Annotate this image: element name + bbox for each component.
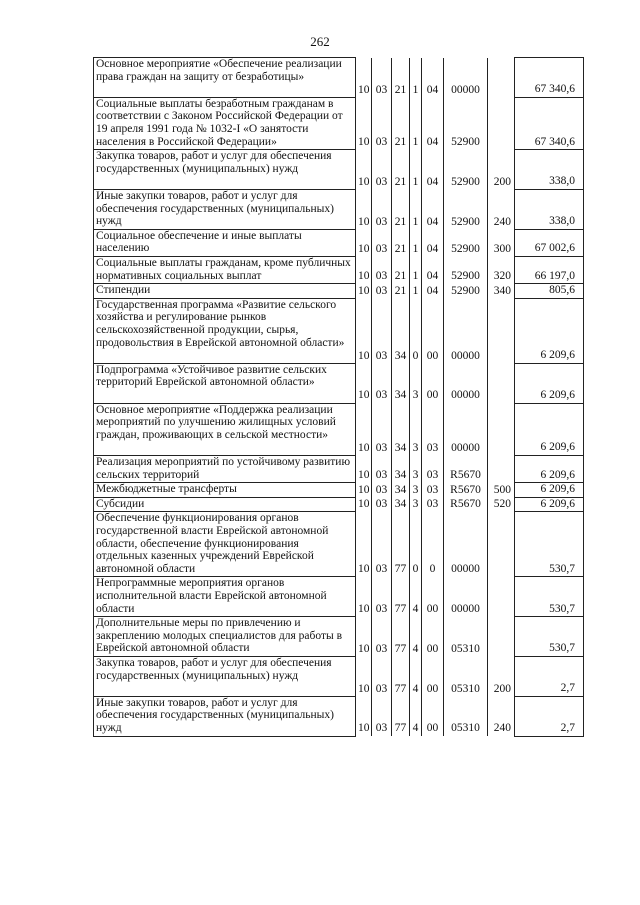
row-name: Основное мероприятие «Обеспечение реализации права граждан на защиту от безработицы» [94,58,356,98]
program-code: 21 [392,229,410,256]
row-name: Дополнительные меры по привлечению и закреплению молодых специалистов для работы в Еврейской автономной области [94,617,356,657]
amount-value: 67 002,6 [515,229,584,256]
row-name: Субсидии [94,497,356,512]
expense-type-code: 340 [488,284,515,299]
podrazdel-code: 03 [372,229,392,256]
expense-type-code: 300 [488,229,515,256]
row-name: Закупка товаров, работ и услуг для обеспечения государственных (муниципальных) нужд [94,150,356,190]
row-name: Государственная программа «Развитие сельского хозяйства и регулирование рынков сельскохозяйственной продукции, сырья, продовольствия в Еврейской автономной области» [94,298,356,363]
program-code: 77 [392,577,410,617]
razdel-code: 10 [356,512,372,577]
row-name: Подпрограмма «Устойчивое развитие сельских территорий Еврейской автономной области» [94,363,356,403]
razdel-code: 10 [356,298,372,363]
amount-value: 338,0 [515,150,584,190]
razdel-code: 10 [356,189,372,229]
direction-code: R5670 [444,483,488,498]
subprogram-code: 4 [410,696,422,736]
program-code: 21 [392,97,410,149]
subprogram-code: 0 [410,512,422,577]
table-row [94,617,584,657]
main-activity-code: 0 [422,512,444,577]
podrazdel-code: 03 [372,189,392,229]
podrazdel-code: 03 [372,284,392,299]
program-code: 34 [392,483,410,498]
row-name: Социальные выплаты гражданам, кроме публичных нормативных социальных выплат [94,256,356,283]
row-name: Социальное обеспечение и иные выплаты населению [94,229,356,256]
podrazdel-code: 03 [372,256,392,283]
table-row [94,298,584,363]
program-code: 21 [392,256,410,283]
amount-value: 2,7 [515,696,584,736]
razdel-code: 10 [356,497,372,512]
direction-code: 52900 [444,189,488,229]
subprogram-code: 1 [410,150,422,190]
expense-type-code [488,512,515,577]
subprogram-code: 3 [410,455,422,482]
table-row [94,403,584,455]
program-code: 21 [392,189,410,229]
row-name: Закупка товаров, работ и услуг для обеспечения государственных (муниципальных) нужд [94,656,356,696]
row-name: Основное мероприятие «Поддержка реализации мероприятий по улучшению жилищных условий граждан, проживающих в сельской местности» [94,403,356,455]
podrazdel-code: 03 [372,696,392,736]
program-code: 77 [392,512,410,577]
table-row [94,97,584,149]
expense-type-code [488,298,515,363]
main-activity-code: 04 [422,256,444,283]
podrazdel-code: 03 [372,58,392,98]
podrazdel-code: 03 [372,617,392,657]
direction-code: 00000 [444,58,488,98]
table-row [94,58,584,98]
amount-value: 6 209,6 [515,403,584,455]
program-code: 34 [392,403,410,455]
amount-value: 6 209,6 [515,363,584,403]
direction-code: 05310 [444,696,488,736]
razdel-code: 10 [356,58,372,98]
program-code: 77 [392,656,410,696]
podrazdel-code: 03 [372,455,392,482]
main-activity-code: 03 [422,483,444,498]
subprogram-code: 1 [410,97,422,149]
razdel-code: 10 [356,284,372,299]
program-code: 34 [392,363,410,403]
subprogram-code: 1 [410,256,422,283]
amount-value: 2,7 [515,656,584,696]
subprogram-code: 4 [410,577,422,617]
podrazdel-code: 03 [372,298,392,363]
subprogram-code: 1 [410,58,422,98]
direction-code: 00000 [444,403,488,455]
table-row [94,284,584,299]
program-code: 34 [392,455,410,482]
direction-code: 00000 [444,512,488,577]
expense-type-code [488,455,515,482]
expense-type-code [488,617,515,657]
direction-code: 52900 [444,150,488,190]
subprogram-code: 1 [410,189,422,229]
amount-value: 6 209,6 [515,298,584,363]
subprogram-code: 1 [410,284,422,299]
subprogram-code: 4 [410,656,422,696]
main-activity-code: 00 [422,696,444,736]
razdel-code: 10 [356,256,372,283]
amount-value: 530,7 [515,512,584,577]
podrazdel-code: 03 [372,577,392,617]
expense-type-code [488,58,515,98]
main-activity-code: 04 [422,150,444,190]
main-activity-code: 00 [422,363,444,403]
razdel-code: 10 [356,363,372,403]
table-row [94,363,584,403]
table-row [94,256,584,283]
podrazdel-code: 03 [372,656,392,696]
amount-value: 67 340,6 [515,97,584,149]
main-activity-code: 00 [422,617,444,657]
expense-type-code [488,97,515,149]
subprogram-code: 3 [410,403,422,455]
main-activity-code: 04 [422,284,444,299]
expense-type-code: 240 [488,189,515,229]
razdel-code: 10 [356,97,372,149]
amount-value: 530,7 [515,617,584,657]
direction-code: R5670 [444,497,488,512]
podrazdel-code: 03 [372,483,392,498]
direction-code: 00000 [444,363,488,403]
main-activity-code: 03 [422,403,444,455]
amount-value: 66 197,0 [515,256,584,283]
expense-type-code: 520 [488,497,515,512]
main-activity-code: 03 [422,497,444,512]
amount-value: 6 209,6 [515,483,584,498]
amount-value: 67 340,6 [515,58,584,98]
main-activity-code: 04 [422,58,444,98]
subprogram-code: 4 [410,617,422,657]
table-row [94,656,584,696]
subprogram-code: 3 [410,497,422,512]
table-row [94,189,584,229]
row-name: Непрограммные мероприятия органов исполнительной власти Еврейской автономной области [94,577,356,617]
row-name: Межбюджетные трансферты [94,483,356,498]
table-row [94,497,584,512]
direction-code: 05310 [444,617,488,657]
podrazdel-code: 03 [372,403,392,455]
table-row [94,455,584,482]
subprogram-code: 1 [410,229,422,256]
razdel-code: 10 [356,577,372,617]
razdel-code: 10 [356,150,372,190]
amount-value: 6 209,6 [515,455,584,482]
razdel-code: 10 [356,455,372,482]
expense-type-code: 200 [488,656,515,696]
expense-type-code: 240 [488,696,515,736]
razdel-code: 10 [356,696,372,736]
table-row [94,150,584,190]
podrazdel-code: 03 [372,512,392,577]
subprogram-code: 3 [410,483,422,498]
amount-value: 6 209,6 [515,497,584,512]
direction-code: R5670 [444,455,488,482]
main-activity-code: 00 [422,656,444,696]
direction-code: 52900 [444,256,488,283]
amount-value: 530,7 [515,577,584,617]
row-name: Реализация мероприятий по устойчивому развитию сельских территорий [94,455,356,482]
program-code: 34 [392,497,410,512]
expense-type-code [488,403,515,455]
amount-value: 805,6 [515,284,584,299]
direction-code: 00000 [444,577,488,617]
direction-code: 52900 [444,229,488,256]
main-activity-code: 03 [422,455,444,482]
razdel-code: 10 [356,617,372,657]
program-code: 77 [392,617,410,657]
subprogram-code: 3 [410,363,422,403]
main-activity-code: 04 [422,97,444,149]
expense-type-code: 200 [488,150,515,190]
direction-code: 52900 [444,97,488,149]
program-code: 21 [392,284,410,299]
podrazdel-code: 03 [372,363,392,403]
program-code: 21 [392,150,410,190]
subprogram-code: 0 [410,298,422,363]
main-activity-code: 00 [422,577,444,617]
row-name: Иные закупки товаров, работ и услуг для обеспечения государственных (муниципальных) нужд [94,696,356,736]
main-activity-code: 00 [422,298,444,363]
direction-code: 00000 [444,298,488,363]
table-row [94,512,584,577]
razdel-code: 10 [356,229,372,256]
row-name: Иные закупки товаров, работ и услуг для обеспечения государственных (муниципальных) нужд [94,189,356,229]
expense-type-code [488,577,515,617]
program-code: 77 [392,696,410,736]
amount-value: 338,0 [515,189,584,229]
podrazdel-code: 03 [372,97,392,149]
table-row [94,229,584,256]
row-name: Обеспечение функционирования органов государственной власти Еврейской автономной области, обеспечение функционирования отдельных казенных учреждений Еврейской автономной области [94,512,356,577]
expense-type-code: 500 [488,483,515,498]
main-activity-code: 04 [422,189,444,229]
expense-type-code [488,363,515,403]
program-code: 34 [392,298,410,363]
page-number: 262 [310,34,330,49]
row-name: Социальные выплаты безработным гражданам в соответствии с Законом Российской Федерации от 19 апреля 1991 года № 1032-I «О занятости населения в Российской Федерации» [94,97,356,149]
row-name: Стипендии [94,284,356,299]
razdel-code: 10 [356,483,372,498]
podrazdel-code: 03 [372,150,392,190]
expense-type-code: 320 [488,256,515,283]
podrazdel-code: 03 [372,497,392,512]
razdel-code: 10 [356,656,372,696]
table-row [94,696,584,736]
direction-code: 52900 [444,284,488,299]
razdel-code: 10 [356,403,372,455]
budget-table [93,57,584,737]
program-code: 21 [392,58,410,98]
table-row [94,483,584,498]
main-activity-code: 04 [422,229,444,256]
direction-code: 05310 [444,656,488,696]
table-row [94,577,584,617]
